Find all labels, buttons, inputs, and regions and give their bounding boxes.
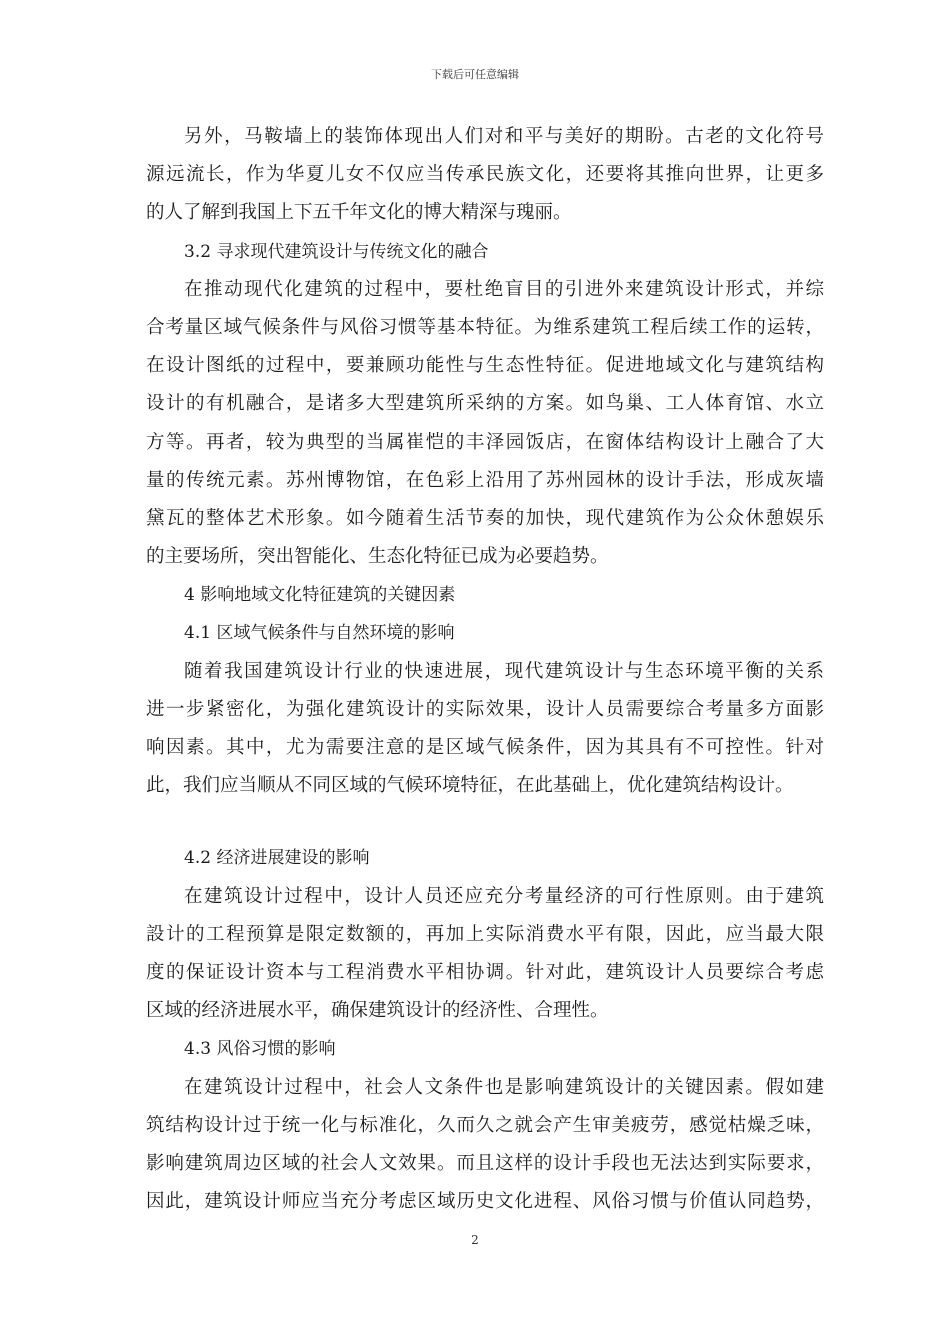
text-line: 另外，马鞍墙上的装饰体现出人们对和平与美好的期盼。古老的文化符号 [184,126,824,147]
paragraph [146,271,824,577]
text-line: 在设计图纸的过程中，要兼顾功能性与生态性特征。促进地域文化与建筑结构 [146,355,824,377]
section-heading: 4 影响地域文化特征建筑的关键因素 [184,585,456,606]
text-line: 筑结构设计过于统一化与标准化，久而久之就会产生审美疲劳，感觉枯燥乏味， [146,1114,824,1136]
section-heading: 4.3 风俗习惯的影响 [184,1039,336,1060]
paragraph [146,118,824,233]
paragraph-spacer [146,805,824,839]
text-line: 度的保证设计资本与工程消费水平相协调。针对此，建筑设计人员要综合考虑 [146,961,824,983]
page-number: 2 [471,1233,479,1247]
paragraph [146,878,824,1031]
text-line: 源远流长，作为华夏儿女不仅应当传承民族文化，还要将其推向世界，让更多 [146,164,824,186]
text-line: 进一步紧密化，为强化建筑设计的实际效果，设计人员需要综合考量多方面影 [146,698,824,720]
text-line: 因此，建筑设计师应当充分考虑区域历史文化进程、风俗习惯与价值认同趋势， [146,1191,824,1213]
page-header: 下载后可任意编辑 [431,68,519,81]
text-line: 在推动现代化建筑的过程中，要杜绝盲目的引进外来建筑设计形式，并综 [184,278,824,300]
text-line: 黛瓦的整体艺术形象。如今随着生活节奏的加快，现代建筑作为公众休憩娱乐 [146,507,824,529]
text-line: 设计的有机融合，是诸多大型建筑所采纳的方案。如鸟巢、工人体育馆、水立 [146,393,824,415]
text-line: 影响建筑周边区域的社会人文效果。而且这样的设计手段也无法达到实际要求， [146,1152,824,1174]
text-line: 設计的工程预算是限定数额的，再加上实际消费水平有限，因此，应当最大限 [146,923,824,945]
section-heading: 4.1 区域气候条件与自然环境的影响 [184,623,455,644]
paragraph [146,1069,824,1222]
text-line: 在建筑设计过程中，设计人员还应充分考量经济的可行性原则。由于建筑 [184,885,824,907]
document-body [146,118,824,1221]
text-line: 合考量区域气候条件与风俗习惯等基本特征。为维系建筑工程后续工作的运转， [146,316,824,338]
text-line: 方等。再者，较为典型的当属崔恺的丰泽园饭店，在窗体结构设计上融合了大 [146,431,824,453]
paragraph [146,653,824,806]
section-heading: 4.2 经济进展建设的影响 [184,848,370,869]
text-line: 随着我国建筑设计行业的快速进展，现代建筑设计与生态环境平衡的关系 [184,660,824,682]
text-line: 的人了解到我国上下五千年文化的博大精深与瑰丽。 [146,202,572,224]
text-line: 响因素。其中，尤为需要注意的是区域气候条件，因为其具有不可控性。针对 [146,737,824,758]
text-line: 区域的经济进展水平，确保建筑设计的经济性、合理性。 [146,1000,609,1022]
text-line: 此，我们应当顺从不同区域的气候环境特征，在此基础上，优化建筑结构设计。 [146,775,794,797]
text-line: 在建筑设计过程中，社会人文条件也是影响建筑设计的关键因素。假如建 [184,1076,824,1098]
text-line: 量的传统元素。苏州博物馆，在色彩上沿用了苏州园林的设计手法，形成灰墙 [146,469,824,491]
text-line: 的主要场所，突出智能化、生态化特征已成为必要趋势。 [146,546,609,568]
section-heading: 3.2 寻求现代建筑设计与传统文化的融合 [184,241,489,262]
